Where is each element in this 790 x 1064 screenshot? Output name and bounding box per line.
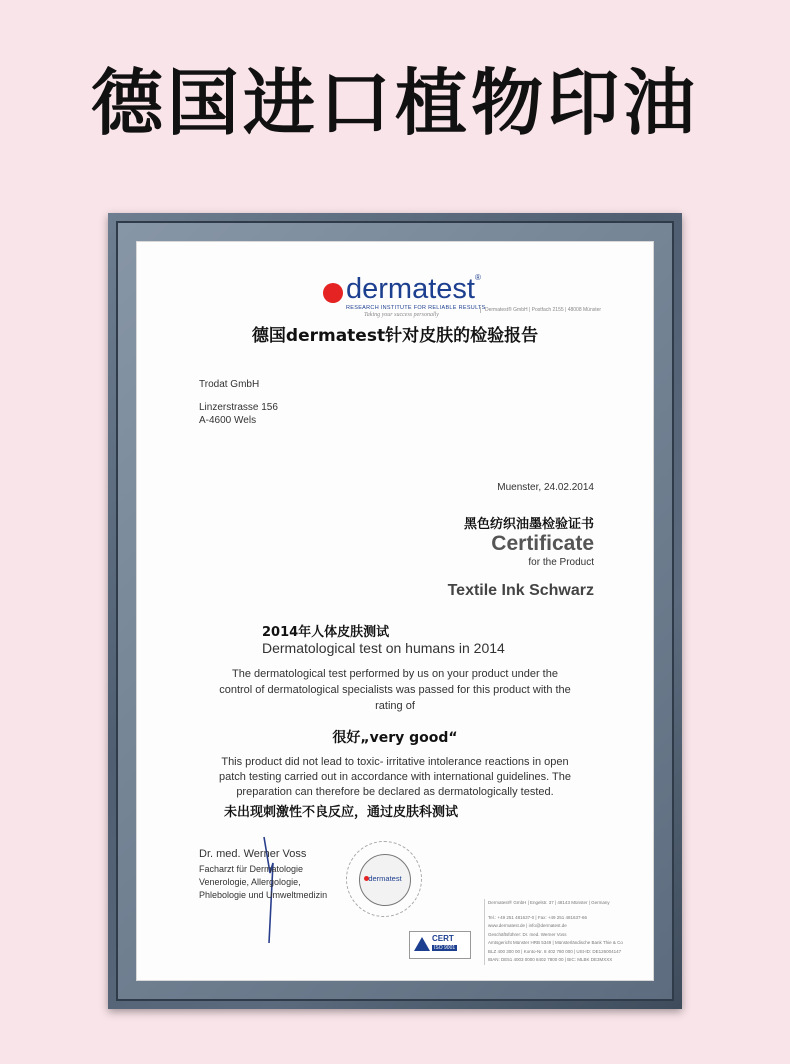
- doctor-name: Dr. med. Werner Voss: [199, 848, 307, 860]
- dermatest-logo: [346, 273, 481, 306]
- para1-line2: control of dermatological specialists was passed for this product with the: [219, 684, 571, 696]
- footer-line-3: www.dermatest.de | info@dermatest.de: [488, 923, 567, 928]
- recipient-city: A-4600 Wels: [199, 415, 257, 426]
- seal-text: dermatest: [368, 874, 402, 883]
- cn-test-year: 2014年人体皮肤测试: [262, 625, 390, 640]
- badge-iso-label: ISO 9001: [434, 945, 456, 951]
- logo-address: Dermatest® GmbH | Postfach 2155 | 48008 Münster: [480, 307, 601, 313]
- para1-line1: The dermatological test performed by us on your product under the: [232, 668, 558, 680]
- document-date: Muenster, 24.02.2014: [497, 482, 594, 493]
- doctor-title-2: Venerologie, Allergologie,: [199, 877, 301, 887]
- seal-inner-ring: [359, 854, 411, 906]
- logo-suffix: test: [428, 273, 475, 305]
- para2-line3: preparation can therefore be declared as dermatologically tested.: [236, 786, 554, 798]
- footer-line-2: Tel.: +49 251 481637-0 | Fax: +49 251 481637-66: [488, 914, 587, 920]
- badge-cert-label: CERT: [432, 934, 454, 943]
- footer-line-1: Dermatest® GmbH | Engelstr. 37 | 48143 Münster | Germany: [488, 900, 610, 905]
- para2-line1: This product did not lead to toxic- irritative intolerance reactions in open: [221, 756, 569, 768]
- cert-triangle-icon: [414, 937, 430, 951]
- recipient-street: Linzerstrasse 156: [199, 402, 278, 413]
- footer-line-4: Geschäftsführer: Dr. med. Werner Voss: [488, 931, 567, 937]
- footer-line-5: Amtsgericht Münster HRB 5349 | Münsterländische Bank Thie & Co: [488, 940, 623, 945]
- dermatest-logo-dot-icon: [323, 283, 343, 303]
- rating: 很好„very good“: [332, 730, 458, 746]
- recipient-company: Trodat GmbH: [199, 379, 260, 390]
- logo-registered: ®: [474, 273, 481, 282]
- para1-line3: rating of: [375, 700, 415, 712]
- page-headline: 德国进口植物印油: [90, 61, 699, 145]
- footer-line-6: BLZ 400 300 00 | Konto-Nr. 8 402 780 000 | USt-ID: DE126004147: [488, 948, 622, 954]
- logo-tagline: RESEARCH INSTITUTE FOR RELIABLE RESULTS: [346, 305, 486, 311]
- cn-conclusion: 未出现刺激性不良反应，通过皮肤科测试: [224, 805, 459, 820]
- company-footer: [484, 899, 623, 965]
- dermatest-seal: [346, 841, 422, 917]
- iso-cert-badge: [409, 931, 471, 959]
- doctor-title-1: Facharzt für Dermatologie: [199, 864, 304, 874]
- para2-line2: patch testing carried out in accordance with international guidelines. The: [218, 771, 571, 783]
- cn-cert-heading: 黑色纺织油墨检验证书: [463, 517, 594, 532]
- footer-line-7: IBAN: DE51 4003 0000 8402 7800 00 | BIC: MLBK DE3MXXX: [488, 957, 613, 962]
- for-the-product-label: for the Product: [528, 557, 594, 568]
- chinese-report-title: 德国dermatest针对皮肤的检验报告: [251, 326, 539, 346]
- test-year: Dermatological test on humans in 2014: [262, 640, 505, 656]
- product-name: Textile Ink Schwarz: [447, 582, 594, 599]
- logo-prefix: derma: [346, 273, 429, 305]
- certificate-paper: [136, 241, 654, 981]
- logo-slogan: Taking your success personally: [364, 312, 439, 318]
- certificate-heading: Certificate: [491, 532, 594, 555]
- doctor-title-3: Phlebologie und Umweltmedizin: [199, 890, 328, 900]
